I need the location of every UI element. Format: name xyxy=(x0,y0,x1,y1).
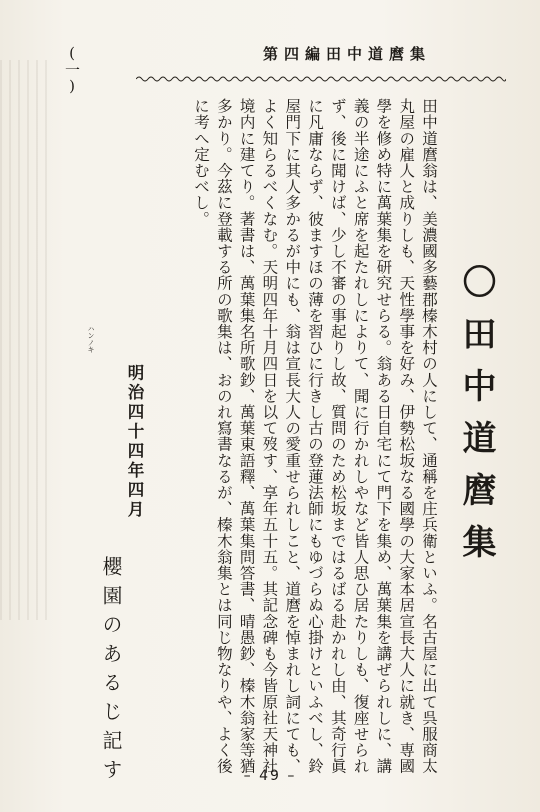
body-paragraph: 田中道麿翁は、美濃國多藝郡榛木村の人にして、通稱を庄兵衛といふ。名古屋に出て呉服商太丸屋の雇人と成りしも、天性學事を好み、伊勢松坂なる國學の大家本居宣長大人に就き、専國學を修め特に萬葉集を研究せらる。翁ある日自宅にて門下を集め、萬葉集を講ぜられしに、講義の半途にふと席を起たれしによりて、聞に行かれしやなど皆人思ひ居たりしも、復座せられず、後に聞けば、少し不審の事起りし故、質問のため松坂まではるばる赴かれし由、其奇行眞に凡庸ならず、彼ますほの薄を習ひに行きし古の登蓮法師にもゆづらぬ心掛けといふべし、鈴屋門下に其人多かるが中にも、翁は宣長大人の愛重せられしこと、道麿を悼まれし詞にても、よく知らるべくなむ。天明四年十月四日を以て歿す、享年五十五。其記念碑も今皆原社天神社境内に建てり。著書は、萬葉集名所歌鈔、萬葉東語釋、萬葉集問答書、晴愚鈔、榛木翁家等猶多かり。今茲に登載する所の歌集は、おのれ寫書なるが、榛木翁集とは同じ物なりや、よく後に考へ定むべし。 xyxy=(192,98,438,775)
header-char: 集 xyxy=(408,45,426,75)
header-char: 中 xyxy=(345,45,363,75)
header-char: 第 xyxy=(261,45,279,75)
date-line: 明治四十四年四月 xyxy=(125,364,144,520)
header-char: 麿 xyxy=(387,45,405,75)
wavy-rule xyxy=(136,74,506,84)
signature: 櫻園のあるじ記す xyxy=(99,556,123,788)
header-char: 編 xyxy=(303,45,321,75)
header-char: 道 xyxy=(366,45,384,75)
section-number: (一) xyxy=(63,44,81,95)
bleed-through-text xyxy=(0,60,50,620)
header-char: 四 xyxy=(282,45,300,75)
body-text xyxy=(180,98,440,788)
page-number: – 49 – xyxy=(243,768,297,784)
running-header xyxy=(128,42,428,78)
ruby-annotation: ハンノキ xyxy=(87,325,95,353)
page-title: 〇田中道麿集 xyxy=(456,264,496,576)
header-char: 田 xyxy=(324,45,342,75)
